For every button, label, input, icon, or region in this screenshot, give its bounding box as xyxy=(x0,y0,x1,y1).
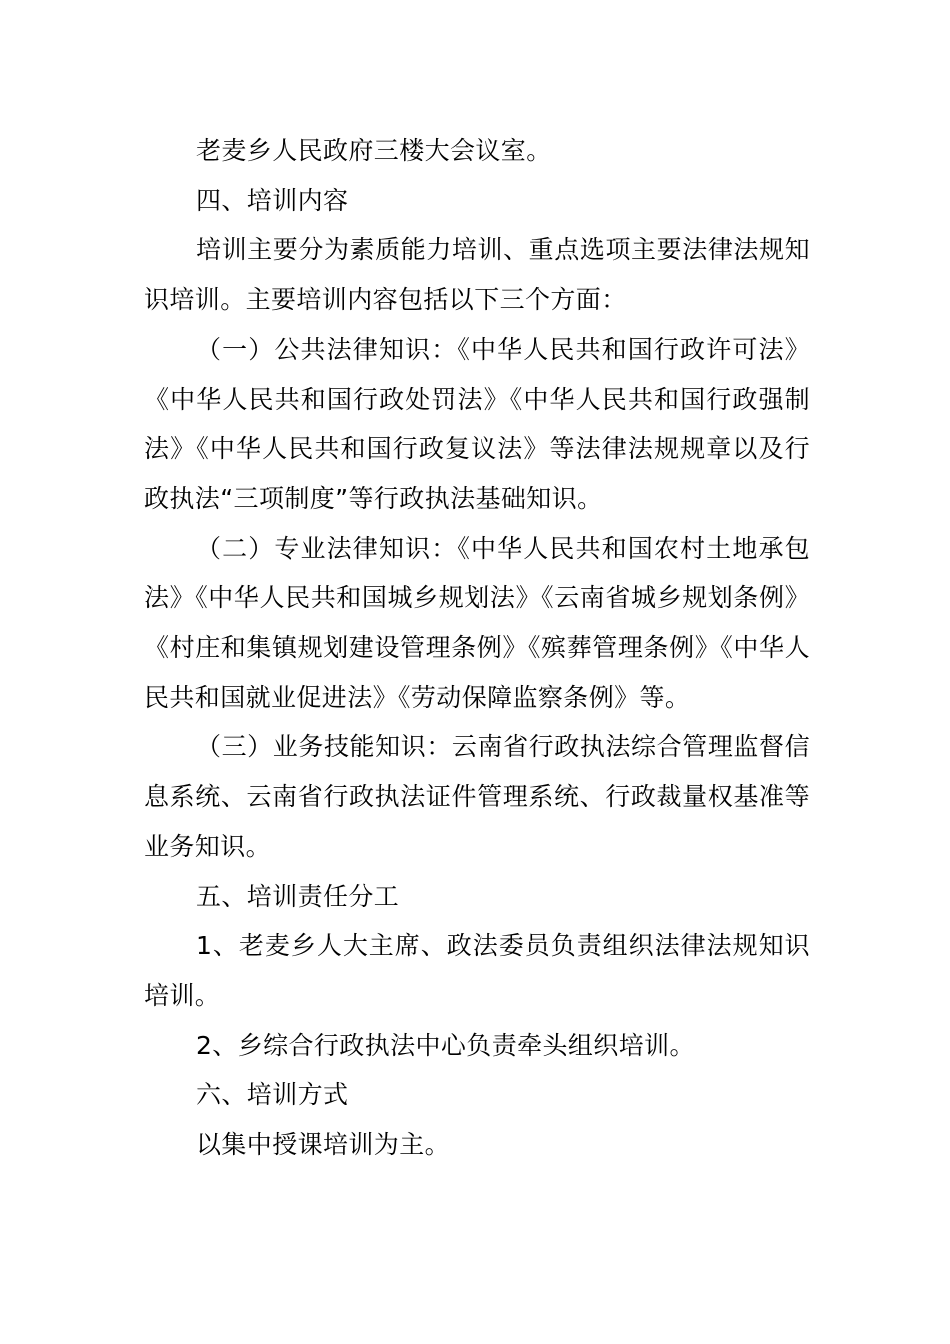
paragraph-training-method: 以集中授课培训为主。 xyxy=(196,1130,451,1160)
paragraph-responsibility-2: 2、乡综合行政执法中心负责牵头组织培训。 xyxy=(196,1030,695,1060)
paragraph-meeting-room: 老麦乡人民政府三楼大会议室。 xyxy=(196,136,552,165)
paragraph-business-skills: （三）业务技能知识：云南省行政执法综合管理监督信息系统、云南省行政执法证件管理系统、行政裁量权基准等业务知识。 xyxy=(144,732,810,861)
paragraph-training-overview: 培训主要分为素质能力培训、重点选项主要法律法规知识培训。主要培训内容包括以下三个方面： xyxy=(144,235,810,315)
heading-responsibility: 五、培训责任分工 xyxy=(196,881,400,911)
paragraph-professional-law: （二）专业法律知识：《中华人民共和国农村土地承包法》《中华人民共和国城乡规划法》《云南省城乡规划条例》《村庄和集镇规划建设管理条例》《殡葬管理条例》《中华人民共和国就业促进法》《劳动保障监察条例》等。 xyxy=(144,533,810,712)
document-body xyxy=(144,126,810,1170)
heading-training-content: 四、培训内容 xyxy=(196,185,349,215)
heading-training-method: 六、培训方式 xyxy=(196,1080,349,1110)
paragraph-responsibility-1: 1、老麦乡人大主席、政法委员负责组织法律法规知识培训。 xyxy=(144,931,810,1010)
paragraph-public-law: （一）公共法律知识：《中华人民共和国行政许可法》《中华人民共和国行政处罚法》《中华人民共和国行政强制法》《中华人民共和国行政复议法》等法律法规规章以及行政执法“三项制度”等行政执法基础知识。 xyxy=(144,334,810,513)
